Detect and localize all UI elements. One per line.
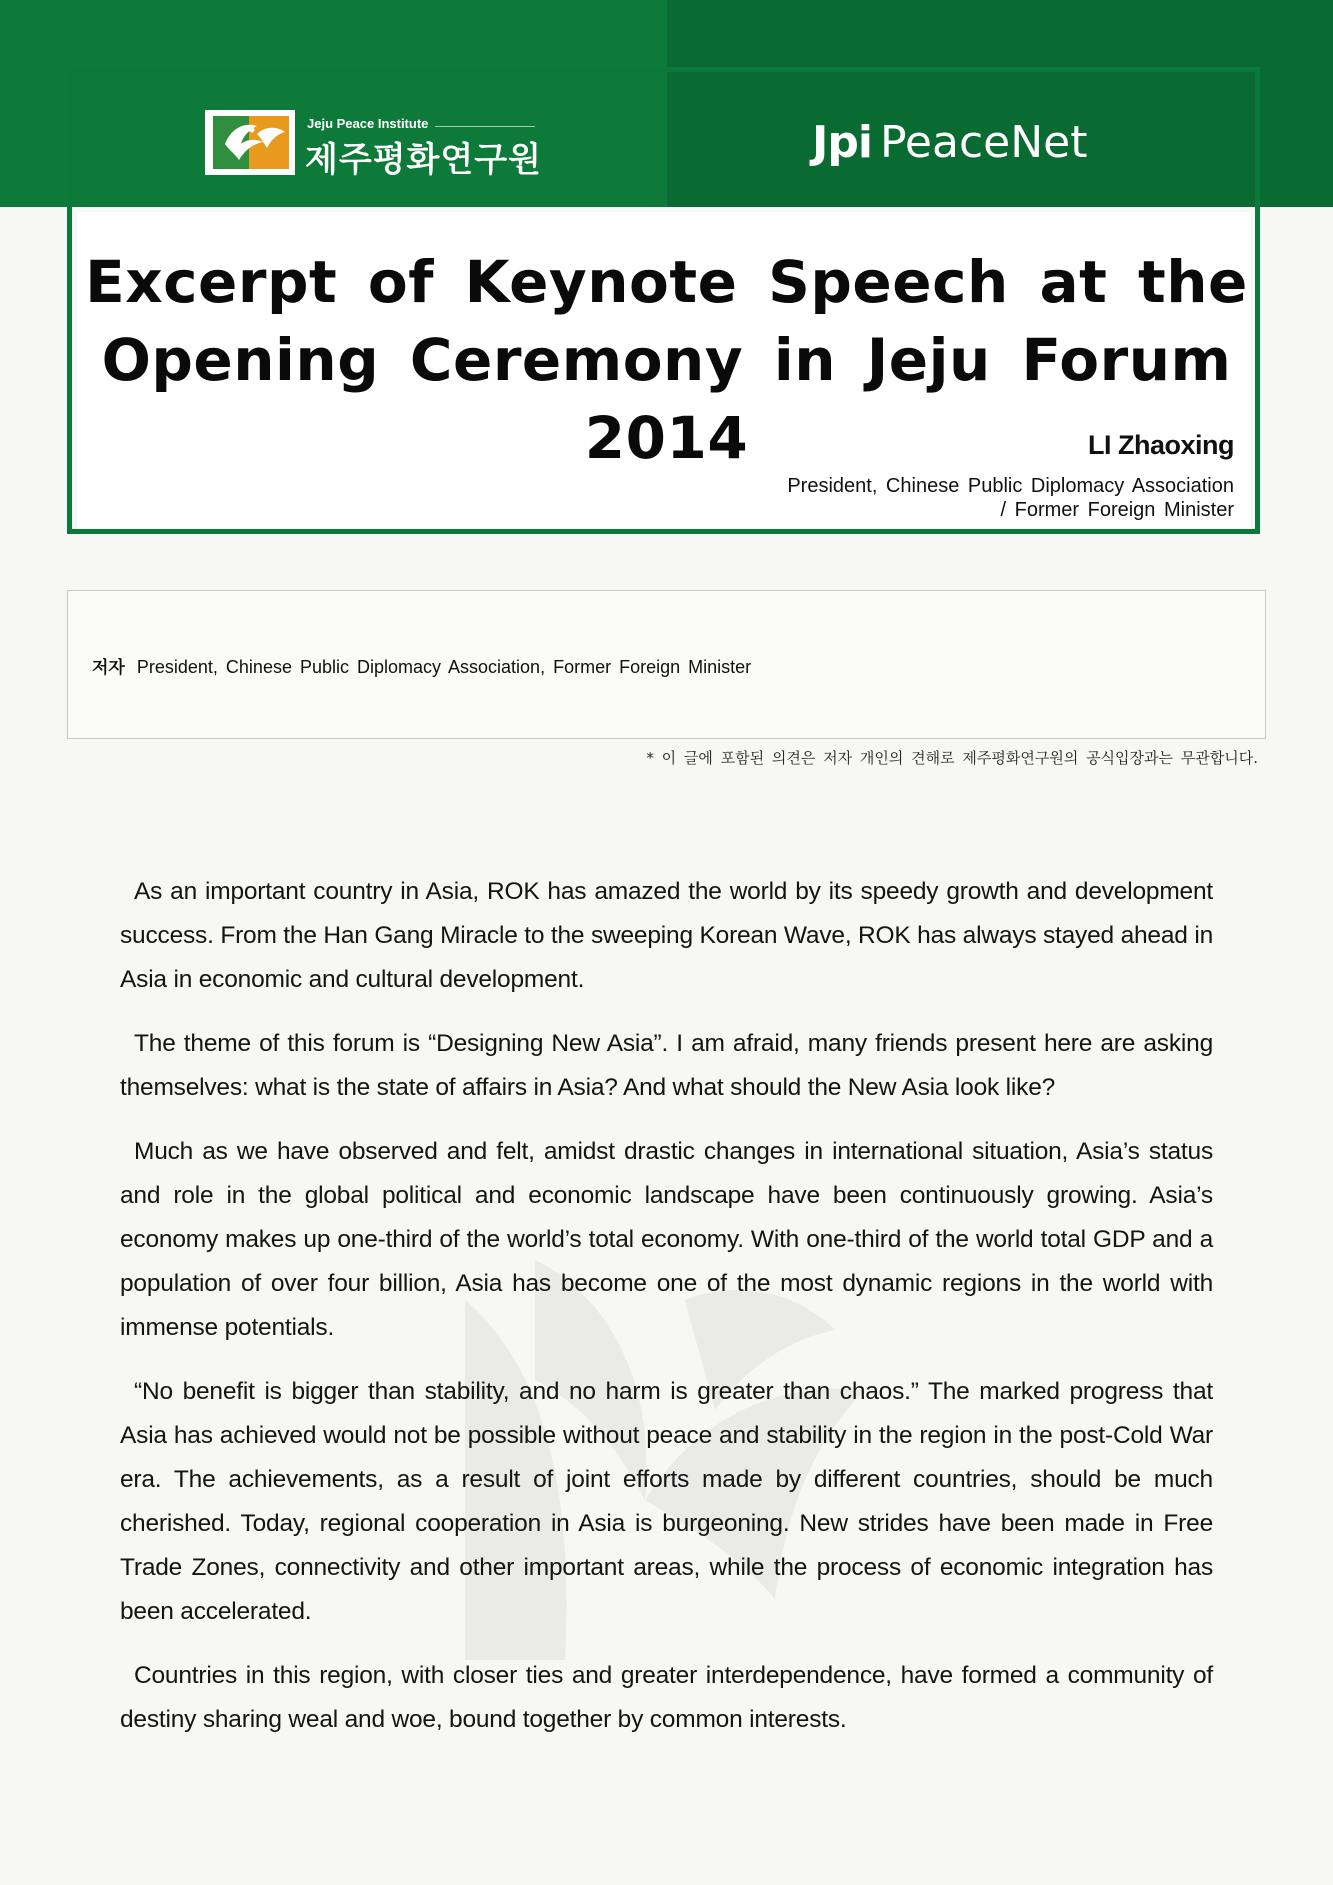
article-body [120,870,1213,1762]
dove-logo-icon [205,110,295,175]
paragraph: Much as we have observed and felt, amidst drastic changes in international situation, Asia’s status and role in the global political and economic landscape have been continuously growing. Asia’s economy makes up one-third of the world’s total economy. With one-third of the world total GDP and a population of over four billion, Asia has become one of the most dynamic regions in the world with immense potentials. [120,1138,1213,1341]
title-line-2: Opening Ceremony in Jeju Forum 2014 [101,326,1232,472]
author-info-label: 저자 [92,658,125,678]
peacenet-wordmark: PeaceNet [879,117,1088,168]
disclaimer-note: * 이 글에 포함된 의견은 저자 개인의 견해로 제주평화연구원의 공식입장과는 무관합니다. [646,749,1258,767]
logo-rule [435,126,535,127]
article-title [80,243,1253,477]
institute-name-en: Jeju Peace Institute [307,116,429,131]
title-line-1: Excerpt of Keynote Speech at the [85,248,1248,316]
peacenet-logo [812,117,1087,173]
jpi-wordmark: Jpi [812,117,872,168]
jeju-peace-institute-logo [205,110,545,180]
paragraph: The theme of this forum is “Designing New Asia”. I am afraid, many friends present here are asking themselves: what is the state of affairs in Asia? And what should the New Asia look like? [120,1030,1213,1101]
institute-name-ko: 제주평화연구원 [305,140,542,180]
author-role-line-1: President, Chinese Public Diplomacy Association [787,475,1234,497]
author-info-text: President, Chinese Public Diplomacy Association, Former Foreign Minister [136,657,752,677]
paragraph: Countries in this region, with closer ties and greater interdependence, have formed a community of destiny sharing weal and woe, bound together by common interests. [120,1662,1213,1733]
author-info-box [67,590,1266,739]
author-role-line-2: / Former Foreign Minister [1000,499,1234,521]
author-name: LI Zhaoxing [1088,430,1234,460]
author-info-line [92,653,751,678]
paragraph: “No benefit is bigger than stability, and no harm is greater than chaos.” The marked progress that Asia has achieved would not be possible without peace and stability in the region in the post-Cold War era. The achievements, as a result of joint efforts made by different countries, should be much cherished. Today, regional cooperation in Asia is burgeoning. New strides have been made in Free Trade Zones, connectivity and other important areas, while the process of economic integration has been accelerated. [120,1378,1213,1625]
author-role [787,474,1234,522]
paragraph: As an important country in Asia, ROK has amazed the world by its speedy growth and development success. From the Han Gang Miracle to the sweeping Korean Wave, ROK has always stayed ahead in Asia in economic and cultural development. [120,878,1213,993]
